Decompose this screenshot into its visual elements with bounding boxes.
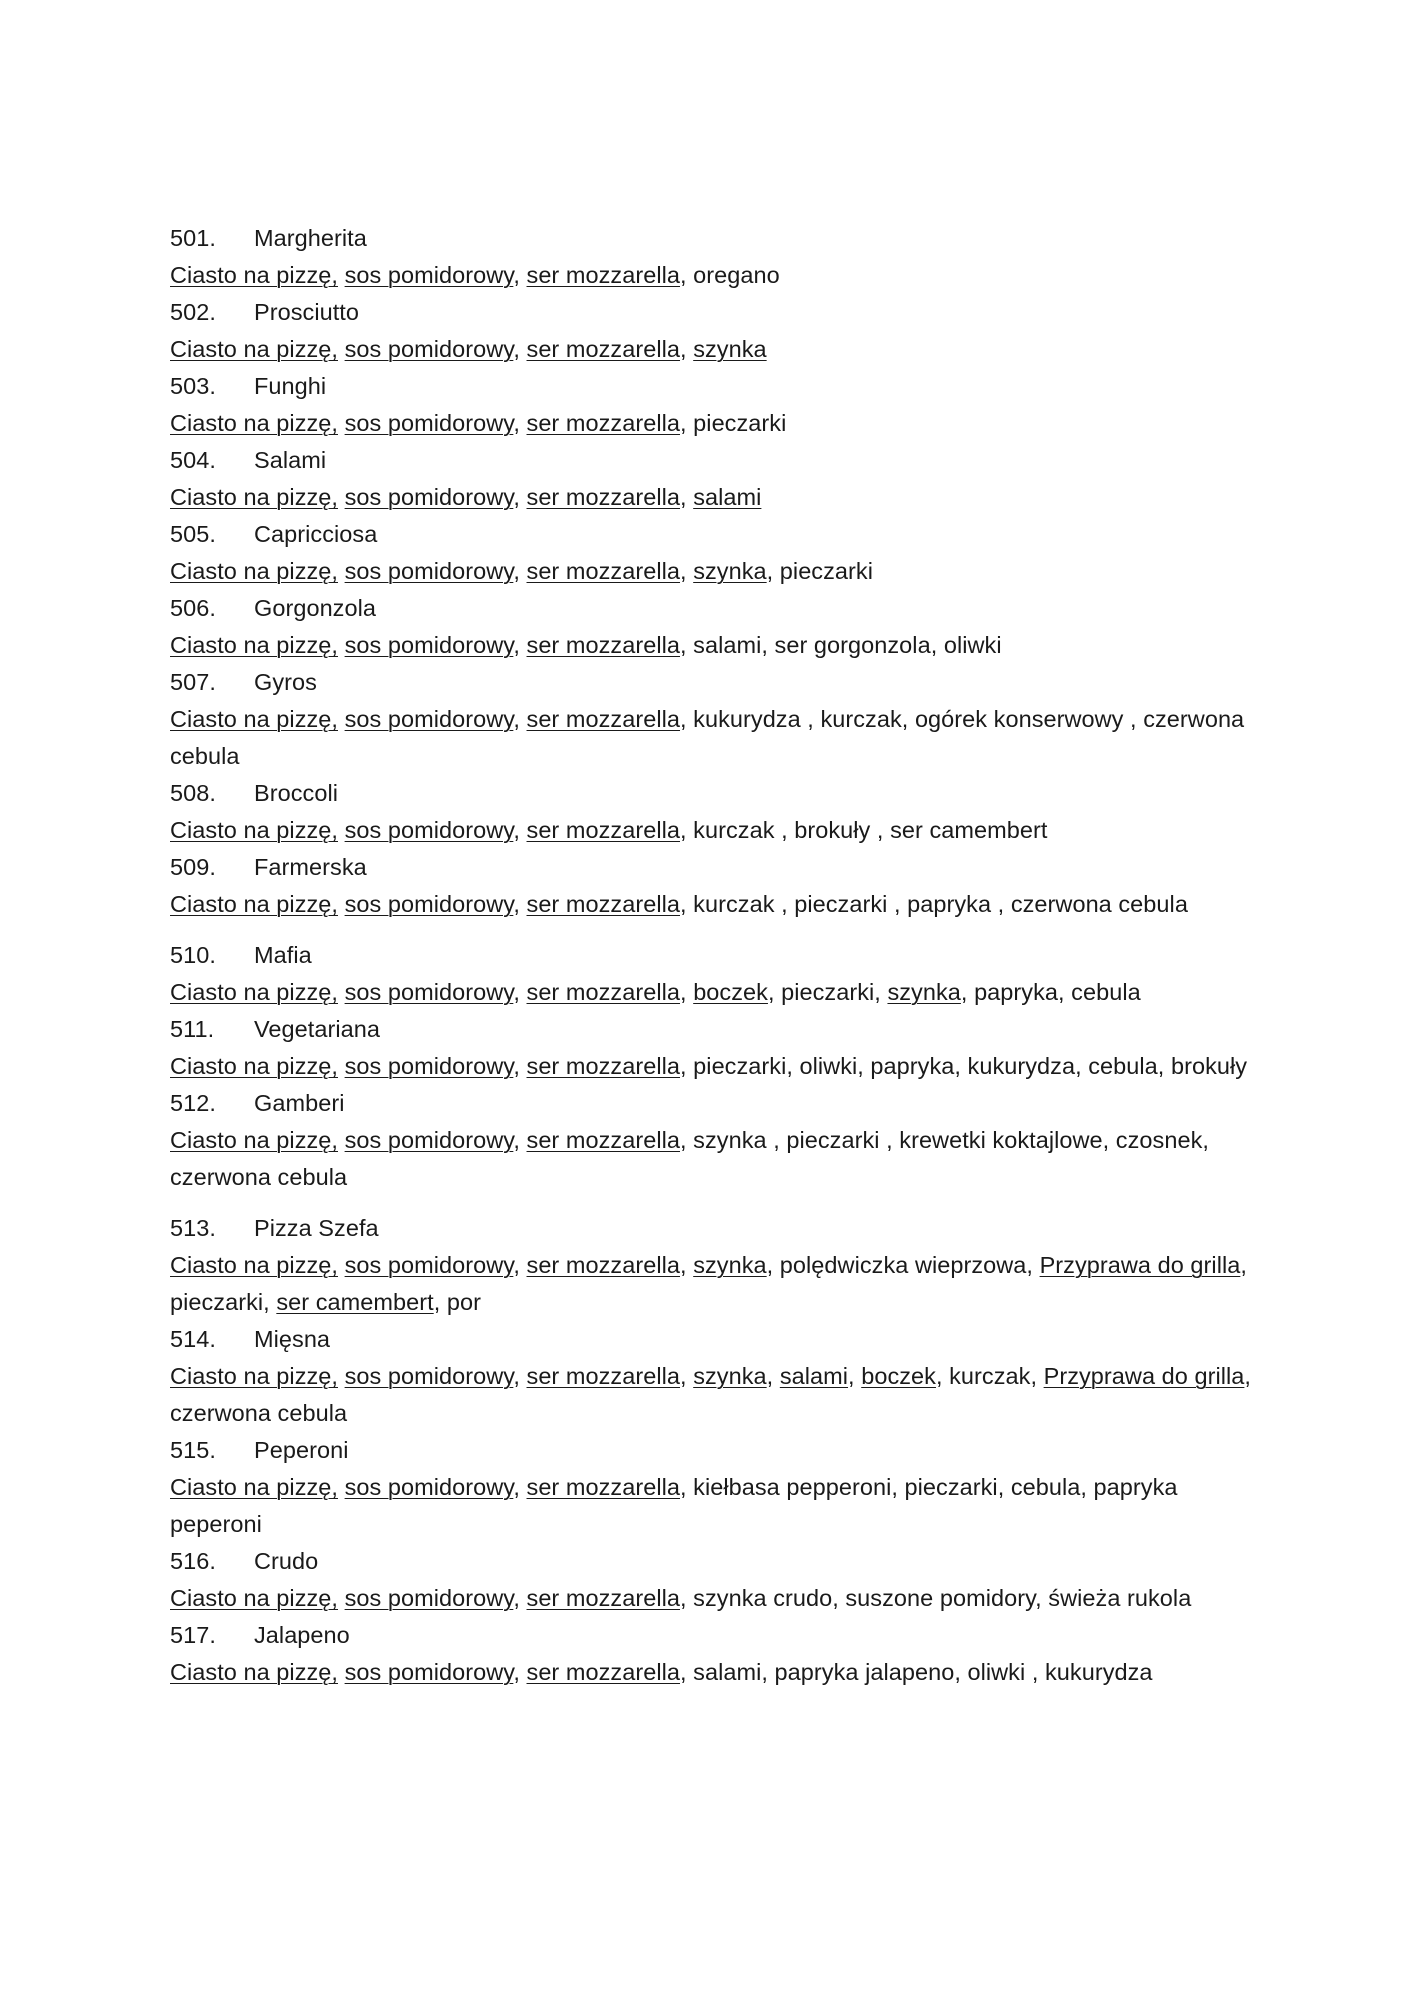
ingredient-text: , czerwona cebula (170, 1363, 1251, 1426)
item-number: 509. (170, 854, 216, 880)
menu-item (170, 368, 1260, 442)
item-number: 513. (170, 1215, 216, 1241)
ingredient-text: , (680, 336, 694, 362)
menu-item (170, 1011, 1260, 1085)
ingredient-link: sos pomidorowy (344, 262, 514, 288)
item-number: 505. (170, 521, 216, 547)
menu-item (170, 294, 1260, 368)
ingredient-text: , (513, 1053, 527, 1079)
ingredient-text: , (513, 262, 527, 288)
pizza-name: Farmerska (254, 854, 367, 880)
ingredient-text: , kukurydza , kurczak, ogórek konserwowy , czerwona cebula (170, 706, 1245, 769)
menu-item-heading (170, 937, 1260, 974)
ingredient-text: , oregano (680, 262, 780, 288)
ingredient-link: sos pomidorowy (344, 817, 514, 843)
ingredient-text: , (513, 1127, 527, 1153)
ingredient-link: ser mozzarella (526, 706, 681, 732)
ingredient-link: boczek (861, 1363, 936, 1389)
ingredients-line (170, 1122, 1260, 1196)
ingredient-text (338, 558, 345, 584)
ingredient-text: , szynka crudo, suszone pomidory, świeża rukola (680, 1585, 1192, 1611)
ingredient-text: , kurczak, (935, 1363, 1044, 1389)
pizza-name: Gyros (254, 669, 317, 695)
ingredient-text: , (766, 1363, 780, 1389)
ingredients-line (170, 1048, 1260, 1085)
menu-item-heading (170, 1543, 1260, 1580)
ingredient-text: , polędwiczka wieprzowa, (766, 1252, 1040, 1278)
ingredient-link: boczek (693, 979, 768, 1005)
item-number: 510. (170, 942, 216, 968)
menu-item-heading (170, 1321, 1260, 1358)
item-number: 502. (170, 299, 216, 325)
ingredient-link: ser mozzarella (526, 979, 681, 1005)
ingredient-link: Ciasto na pizzę, (170, 1474, 338, 1500)
ingredient-text: , pieczarki (766, 558, 873, 584)
ingredients-line (170, 1247, 1260, 1321)
item-number: 512. (170, 1090, 216, 1116)
ingredient-link: Ciasto na pizzę, (170, 1127, 338, 1153)
menu-item-heading (170, 1432, 1260, 1469)
ingredient-link: ser mozzarella (526, 1252, 681, 1278)
pizza-name: Gorgonzola (254, 595, 376, 621)
menu-item-heading (170, 368, 1260, 405)
ingredient-link: ser mozzarella (526, 1474, 681, 1500)
menu-item-heading (170, 590, 1260, 627)
ingredient-text (338, 1585, 345, 1611)
menu-item (170, 849, 1260, 923)
menu-item-heading (170, 1617, 1260, 1654)
ingredient-text: , (513, 1363, 527, 1389)
menu-item-heading (170, 1085, 1260, 1122)
pizza-name: Funghi (254, 373, 327, 399)
ingredient-link: ser camembert (276, 1289, 434, 1315)
ingredient-link: Ciasto na pizzę, (170, 558, 338, 584)
ingredient-link: salami (693, 484, 762, 510)
item-number: 514. (170, 1326, 216, 1352)
ingredients-line (170, 974, 1260, 1011)
item-number: 508. (170, 780, 216, 806)
menu-item (170, 1617, 1260, 1691)
ingredient-text (338, 262, 345, 288)
ingredient-text: , (513, 1585, 527, 1611)
menu-item-heading (170, 442, 1260, 479)
ingredient-text: , (513, 558, 527, 584)
ingredient-link: sos pomidorowy (344, 891, 514, 917)
ingredient-text (338, 410, 345, 436)
ingredient-link: sos pomidorowy (344, 632, 514, 658)
ingredient-link: ser mozzarella (526, 410, 681, 436)
ingredient-text: , (513, 336, 527, 362)
ingredient-text: , (680, 484, 694, 510)
menu-item-heading (170, 220, 1260, 257)
ingredient-link: ser mozzarella (526, 1659, 681, 1685)
ingredient-text: , kiełbasa pepperoni, pieczarki, cebula, papryka peperoni (170, 1474, 1178, 1537)
ingredient-text: , pieczarki, (170, 1252, 1247, 1315)
ingredient-link: salami (779, 1363, 849, 1389)
ingredient-link: Ciasto na pizzę, (170, 336, 338, 362)
ingredient-text: , (680, 558, 694, 584)
ingredients-line (170, 479, 1260, 516)
ingredients-line (170, 331, 1260, 368)
ingredient-text: , (680, 1363, 694, 1389)
ingredients-line (170, 812, 1260, 849)
menu-item-heading (170, 775, 1260, 812)
ingredients-line (170, 553, 1260, 590)
ingredient-link: Przyprawa do grilla (1043, 1363, 1245, 1389)
ingredient-link: Ciasto na pizzę, (170, 1053, 338, 1079)
ingredient-link: ser mozzarella (526, 484, 681, 510)
ingredient-text: , pieczarki, (767, 979, 888, 1005)
ingredient-link: sos pomidorowy (344, 1474, 514, 1500)
menu-item (170, 937, 1260, 1011)
ingredient-link: Ciasto na pizzę, (170, 1585, 338, 1611)
ingredient-text: , (513, 817, 527, 843)
ingredient-text: , papryka, cebula (960, 979, 1141, 1005)
ingredient-link: Ciasto na pizzę, (170, 1659, 338, 1685)
ingredient-link: Ciasto na pizzę, (170, 410, 338, 436)
ingredients-line (170, 257, 1260, 294)
ingredient-link: szynka (693, 1252, 767, 1278)
ingredient-text (338, 1363, 345, 1389)
ingredients-line (170, 1469, 1260, 1543)
item-number: 506. (170, 595, 216, 621)
ingredient-text: , (848, 1363, 862, 1389)
ingredient-link: sos pomidorowy (344, 1252, 514, 1278)
item-number: 501. (170, 225, 216, 251)
ingredient-link: sos pomidorowy (344, 1053, 514, 1079)
ingredient-text: , (680, 1252, 694, 1278)
ingredient-text (338, 1053, 345, 1079)
ingredient-link: Przyprawa do grilla (1039, 1252, 1241, 1278)
item-number: 515. (170, 1437, 216, 1463)
ingredients-line (170, 701, 1260, 775)
ingredient-text (338, 1659, 345, 1685)
menu-item (170, 775, 1260, 849)
ingredient-text: , (513, 410, 527, 436)
pizza-name: Vegetariana (254, 1016, 380, 1042)
ingredient-link: sos pomidorowy (344, 484, 514, 510)
pizza-name: Mafia (254, 942, 312, 968)
ingredient-text (338, 1474, 345, 1500)
ingredient-text: , szynka , pieczarki , krewetki koktajlowe, czosnek, czerwona cebula (170, 1127, 1209, 1190)
item-number: 507. (170, 669, 216, 695)
ingredient-link: ser mozzarella (526, 1363, 681, 1389)
menu-item-heading (170, 664, 1260, 701)
pizza-name: Mięsna (254, 1326, 331, 1352)
menu-item (170, 1085, 1260, 1196)
ingredient-link: Ciasto na pizzę, (170, 891, 338, 917)
ingredient-text: , (513, 1474, 527, 1500)
ingredient-link: sos pomidorowy (344, 979, 514, 1005)
ingredient-link: szynka (693, 1363, 767, 1389)
ingredient-text (338, 1127, 345, 1153)
ingredient-link: sos pomidorowy (344, 1363, 514, 1389)
item-number: 504. (170, 447, 216, 473)
ingredient-link: Ciasto na pizzę, (170, 484, 338, 510)
menu-item (170, 664, 1260, 775)
ingredient-link: ser mozzarella (526, 1053, 681, 1079)
ingredient-link: szynka (887, 979, 961, 1005)
ingredient-link: ser mozzarella (526, 891, 681, 917)
ingredient-link: ser mozzarella (526, 817, 681, 843)
ingredient-link: szynka (693, 336, 767, 362)
ingredient-link: Ciasto na pizzę, (170, 632, 338, 658)
ingredient-text: , kurczak , pieczarki , papryka , czerwona cebula (680, 891, 1188, 917)
pizza-name: Peperoni (254, 1437, 349, 1463)
ingredient-text (338, 632, 345, 658)
ingredient-text (338, 706, 345, 732)
ingredient-text (338, 336, 345, 362)
ingredient-text: , (680, 979, 694, 1005)
ingredient-text (338, 891, 345, 917)
ingredient-text: , salami, ser gorgonzola, oliwki (680, 632, 1002, 658)
ingredient-text (338, 979, 345, 1005)
ingredients-line (170, 405, 1260, 442)
menu-item-heading (170, 1011, 1260, 1048)
pizza-name: Crudo (254, 1548, 319, 1574)
item-number: 516. (170, 1548, 216, 1574)
menu-item (170, 220, 1260, 294)
ingredient-link: Ciasto na pizzę, (170, 706, 338, 732)
ingredient-link: ser mozzarella (526, 632, 681, 658)
ingredient-text: , (513, 1252, 527, 1278)
item-number: 517. (170, 1622, 216, 1648)
ingredient-link: ser mozzarella (526, 1585, 681, 1611)
ingredient-text: , (513, 1659, 527, 1685)
ingredient-text: , (513, 706, 527, 732)
ingredient-link: Ciasto na pizzę, (170, 979, 338, 1005)
ingredient-text: , (513, 632, 527, 658)
item-number: 511. (170, 1016, 215, 1042)
pizza-name: Jalapeno (254, 1622, 350, 1648)
ingredients-line (170, 1580, 1260, 1617)
ingredient-link: sos pomidorowy (344, 1585, 514, 1611)
ingredient-text (338, 817, 345, 843)
pizza-name: Prosciutto (254, 299, 359, 325)
menu-item (170, 1432, 1260, 1543)
menu-item-heading (170, 849, 1260, 886)
ingredient-link: sos pomidorowy (344, 336, 514, 362)
menu-item-heading (170, 516, 1260, 553)
ingredient-link: sos pomidorowy (344, 558, 514, 584)
ingredients-line (170, 1654, 1260, 1691)
ingredient-text: , por (433, 1289, 481, 1315)
pizza-name: Gamberi (254, 1090, 345, 1116)
menu-item (170, 1543, 1260, 1617)
ingredient-link: ser mozzarella (526, 558, 681, 584)
ingredient-link: szynka (693, 558, 767, 584)
ingredient-link: sos pomidorowy (344, 1127, 514, 1153)
pizza-name: Capricciosa (254, 521, 378, 547)
ingredient-text: , (513, 979, 527, 1005)
pizza-name: Pizza Szefa (254, 1215, 379, 1241)
menu-item (170, 590, 1260, 664)
ingredient-link: ser mozzarella (526, 1127, 681, 1153)
pizza-name: Broccoli (254, 780, 338, 806)
ingredient-text (338, 1252, 345, 1278)
menu-item-heading (170, 1210, 1260, 1247)
ingredient-text: , pieczarki, oliwki, papryka, kukurydza, cebula, brokuły (680, 1053, 1248, 1079)
ingredients-line (170, 627, 1260, 664)
pizza-name: Salami (254, 447, 327, 473)
ingredient-text: , pieczarki (680, 410, 787, 436)
pizza-name: Margherita (254, 225, 367, 251)
ingredient-link: ser mozzarella (526, 262, 681, 288)
ingredient-link: Ciasto na pizzę, (170, 817, 338, 843)
ingredient-text: , (513, 484, 527, 510)
menu-item-heading (170, 294, 1260, 331)
menu-item (170, 442, 1260, 516)
ingredient-link: sos pomidorowy (344, 1659, 514, 1685)
ingredient-text: , (513, 891, 527, 917)
ingredient-link: Ciasto na pizzę, (170, 262, 338, 288)
ingredients-line (170, 1358, 1260, 1432)
ingredients-line (170, 886, 1260, 923)
ingredient-link: Ciasto na pizzę, (170, 1363, 338, 1389)
menu-item (170, 1321, 1260, 1432)
menu-document (170, 220, 1260, 1691)
menu-item (170, 516, 1260, 590)
ingredient-text (338, 484, 345, 510)
ingredient-text: , kurczak , brokuły , ser camembert (680, 817, 1048, 843)
menu-item (170, 1210, 1260, 1321)
ingredient-link: ser mozzarella (526, 336, 681, 362)
ingredient-link: Ciasto na pizzę, (170, 1252, 338, 1278)
ingredient-link: sos pomidorowy (344, 410, 514, 436)
ingredient-link: sos pomidorowy (344, 706, 514, 732)
item-number: 503. (170, 373, 216, 399)
ingredient-text: , salami, papryka jalapeno, oliwki , kukurydza (680, 1659, 1153, 1685)
